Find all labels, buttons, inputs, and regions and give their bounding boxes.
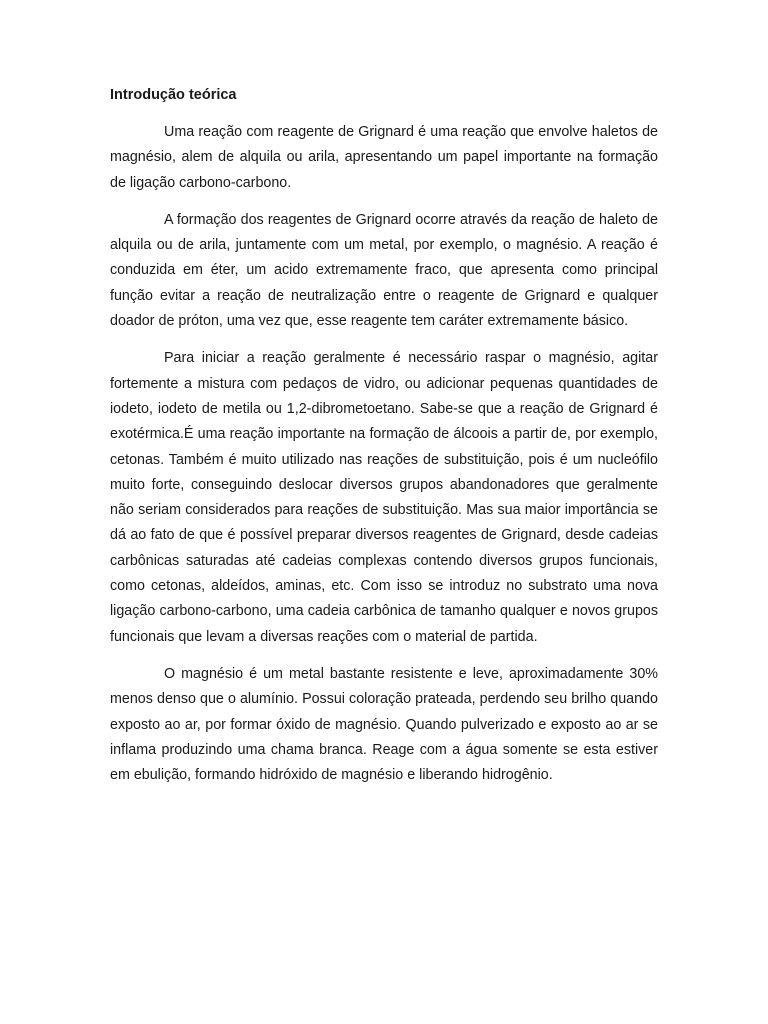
paragraph-magnesium: O magnésio é um metal bastante resistente e leve, aproximadamente 30% menos denso que o alumínio. Possui coloração prateada, perdendo seu brilho quando exposto ao ar, por formar óxido de magnésio. Quando pulverizado e exposto ao ar se inflama produzindo uma chama branca. Reage com a água somente se esta estiver em ebulição, formando hidróxido de magnésio e liberando hidrogênio.	[110, 665, 658, 784]
paragraph-reaction-initiation: Para iniciar a reação geralmente é necessário raspar o magnésio, agitar fortemente a mistura com pedaços de vidro, ou adicionar pequenas quantidades de iodeto, iodeto de metila ou 1,2-dibrometoetano. Sabe-se que a reação de Grignard é exotérmica.É uma reação importante na formação de álcoois a partir de, por exemplo, cetonas. Também é muito utilizado nas reações de substituição, pois é um nucleófilo muito forte, conseguindo deslocar diversos grupos abandonadores que geralmente não seriam considerados para reações de substituição. Mas sua maior importância se dá ao fato de que é possível preparar diversos reagentes de Grignard, desde cadeias carbônicas saturadas até cadeias complexas contendo diversos grupos funcionais, como cetonas, aldeídos, aminas, etc. Com isso se introduz no substrato uma nova ligação carbono-carbono, uma cadeia carbônica de tamanho qualquer e novos grupos funcionais que levam a diversas reações com o material de partida.	[110, 350, 658, 645]
paragraph-grignard-intro: Uma reação com reagente de Grignard é uma reação que envolve haletos de magnésio, alem de alquila ou arila, apresentando um papel importante na formação de ligação carbono-carbono.	[110, 124, 658, 191]
section-heading: Introdução teórica	[110, 87, 237, 103]
paragraph-grignard-formation: A formação dos reagentes de Grignard ocorre através da reação de haleto de alquila ou de arila, juntamente com um metal, por exemplo, o magnésio. A reação é conduzida em éter, um acido extremamente fraco, que apresenta como principal função evitar a reação de neutralização entre o reagente de Grignard e qualquer doador de próton, uma vez que, esse reagente tem caráter extremamente básico.	[110, 211, 658, 330]
